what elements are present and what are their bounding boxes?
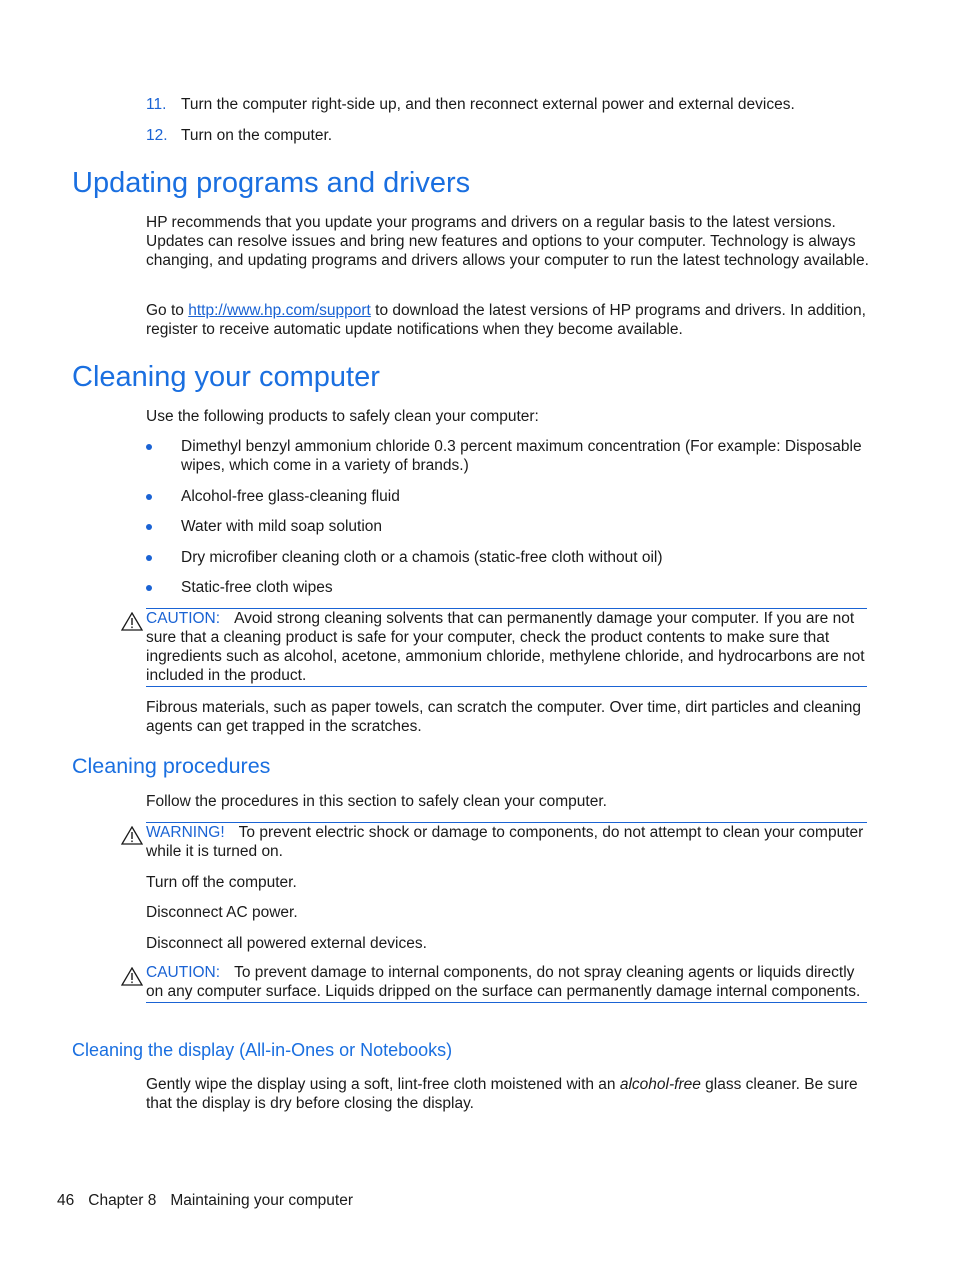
updating-paragraph: HP recommends that you update your programs and drivers on a regular basis to the latest versions. Updates can resolve issues and bring new features and options to your computer. Technology is always changing, and updating programs and drivers allows your computer to run the latest technology available. xyxy=(146,214,869,269)
warning-triangle-icon xyxy=(121,967,143,986)
goto-text-before: Go to xyxy=(146,302,189,319)
caution-notice xyxy=(146,608,867,687)
step-number: 12. xyxy=(146,127,168,144)
bullet-icon xyxy=(146,585,152,591)
step-number: 11. xyxy=(146,96,167,113)
hp-support-link[interactable]: http://www.hp.com/support xyxy=(188,302,371,319)
page-number: 46 xyxy=(57,1192,75,1209)
display-text-italic: alcohol-free xyxy=(619,1076,701,1093)
procedure-step: Disconnect all powered external devices. xyxy=(146,935,427,952)
display-paragraph xyxy=(146,1075,870,1113)
bullet-text: Alcohol-free glass-cleaning fluid xyxy=(181,488,400,505)
bullet-icon xyxy=(146,524,152,530)
section-heading-updating: Updating programs and drivers xyxy=(72,167,471,199)
bullet-icon xyxy=(146,555,152,561)
procedure-step: Turn off the computer. xyxy=(146,874,297,891)
bullet-text: Dimethyl benzyl ammonium chloride 0.3 percent maximum concentration (For example: Disposable wipes, which come in a variety of brands.) xyxy=(181,438,862,474)
display-text-after: glass cleaner. Be sure that the display is dry before closing the display. xyxy=(146,1076,858,1112)
caution-label: CAUTION: xyxy=(146,610,221,627)
display-text-before: Gently wipe the display using a soft, lint-free cloth moistened with an xyxy=(146,1076,620,1093)
fibrous-paragraph: Fibrous materials, such as paper towels, can scratch the computer. Over time, dirt particles and cleaning agents can get trapped in the scratches. xyxy=(146,699,862,735)
step-text: Turn on the computer. xyxy=(181,127,333,144)
warning-triangle-icon xyxy=(121,826,143,845)
caution-label: CAUTION: xyxy=(146,964,221,981)
goto-text-after: to download the latest versions of HP programs and drivers. In addition, register to receive automatic update notifications when they become available. xyxy=(146,302,866,338)
footer-chapter-title: Maintaining your computer xyxy=(170,1192,353,1209)
section-heading-procedures: Cleaning procedures xyxy=(72,754,271,778)
bullet-icon xyxy=(146,494,152,500)
updating-goto-paragraph xyxy=(146,301,870,339)
warning-text: To prevent electric shock or damage to components, do not attempt to clean your computer while it is turned on. xyxy=(146,824,864,860)
section-heading-cleaning: Cleaning your computer xyxy=(72,361,380,393)
bullet-text: Water with mild soap solution xyxy=(181,518,383,535)
step-text: Turn the computer right-side up, and then reconnect external power and external devices. xyxy=(181,96,795,113)
bullet-text: Dry microfiber cleaning cloth or a chamois (static-free cloth without oil) xyxy=(181,549,663,566)
page-footer xyxy=(57,1191,367,1210)
warning-label: WARNING! xyxy=(146,824,225,841)
bullet-text: Static-free cloth wipes xyxy=(181,579,333,596)
caution-notice xyxy=(146,963,867,1003)
warning-triangle-icon xyxy=(121,612,143,631)
caution-text: Avoid strong cleaning solvents that can permanently damage your computer. If you are not sure that a cleaning product is safe for your computer, check the product contents to make sure that ingredients such as alcohol, acetone, ammonium chloride, methylene chloride, and hydrocarbons are not included in the product. xyxy=(146,610,865,684)
footer-chapter: Chapter 8 xyxy=(88,1192,157,1209)
procedures-intro: Follow the procedures in this section to safely clean your computer. xyxy=(146,793,607,810)
section-heading-display: Cleaning the display (All-in-Ones or Notebooks) xyxy=(72,1040,453,1060)
cleaning-intro: Use the following products to safely clean your computer: xyxy=(146,408,539,425)
warning-notice xyxy=(146,822,867,861)
bullet-icon xyxy=(146,444,152,450)
procedure-step: Disconnect AC power. xyxy=(146,904,298,921)
caution-text: To prevent damage to internal components, do not spray cleaning agents or liquids directly on any computer surface. Liquids dripped on the surface can permanently damage internal components. xyxy=(146,964,861,1000)
